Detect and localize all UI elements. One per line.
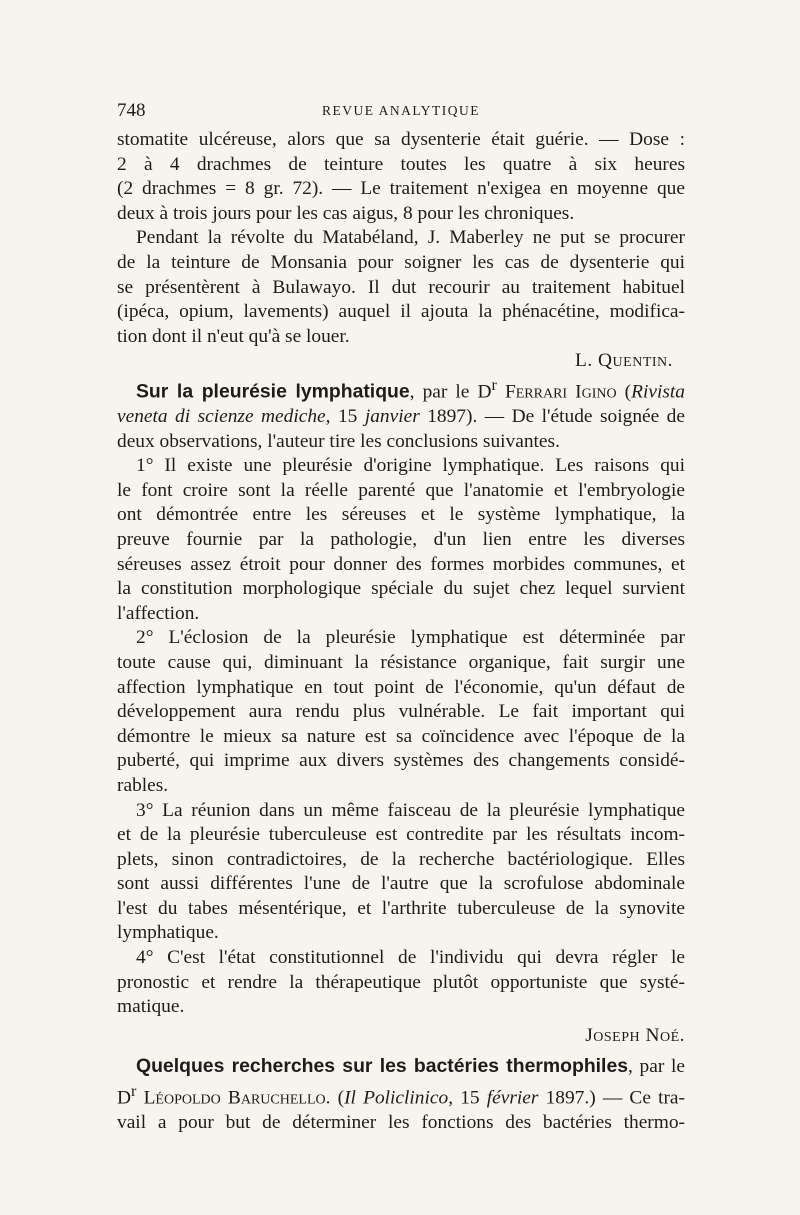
running-title: REVUE ANALYTIQUE [321,103,480,118]
text-line: Pendant la révolte du Matabéland, J. Maberley ne put se procurer [136,227,685,249]
text-line: $D^r$ Léopoldo Baruchello. (Il Policlinico, 15 février 1897.) — Ce tra- [117,1083,685,1109]
text-line: veneta di scienze mediche, 15 janvier 1897). — De l'étude soignée de [117,406,685,427]
journal-name: Rivista [631,381,685,403]
text-line: 3° La réunion dans un même faisceau de la pleurésie lymphatique [136,799,685,821]
page-number: 748 [117,100,146,121]
text-line: vail a pour but de déterminer les fonctions des bactéries thermo- [117,1112,685,1134]
text-line: puberté, qui imprime aux divers systèmes des changements considé- [117,750,685,772]
paragraph-continuation [117,128,685,226]
text-line: stomatite ulcéreuse, alors que sa dysenterie était guérie. — Dose : [117,129,685,150]
text-line: pronostic et rendre la thérapeutique plutôt opportuniste que systé- [117,971,685,993]
article-author: Léopoldo Baruchello [143,1087,326,1109]
text-line: l'affection. [117,602,200,624]
text-line: deux observations, l'auteur tire les conclusions suivantes. [117,430,560,452]
text-line: tion dont il n'eut qu'à se louer. [117,325,350,347]
signature-quentin: L. Quentin. [575,350,673,372]
text-line: rables. [117,774,169,796]
text-line: (2 drachmes = 8 gr. 72). — Le traitement n'exigea en moyenne que [117,178,685,200]
text-line: affection lymphatique en tout point de l'économie, qu'un défaut de [117,676,685,698]
point-4 [117,946,685,1020]
body-text [117,128,685,1136]
text-line: séreuses assez étroit pour donner des formes morbides communes, et [117,553,685,575]
text-line: matique. [117,996,185,1018]
text-line: ont démontrée entre les séreuses et le système lymphatique, la [117,504,685,526]
paragraph-matabeland [117,226,685,349]
text-line: toute cause qui, diminuant la résistance organique, fait surgir une [117,651,685,673]
article-title: Sur la pleurésie lymphatique [136,380,410,403]
text-line: preuve fournie par la pathologie, d'un lien entre les diverses [117,528,685,550]
point-2 [117,626,685,798]
page-header [117,100,685,126]
point-3 [117,799,685,947]
text-line: et de la pleurésie tuberculeuse est contredite par les résultats incom- [117,824,685,846]
article-heading-line: Quelques recherches sur les bactéries thermophiles, par le [136,1055,685,1078]
text-line: démontre le mieux sa nature est sa coïncidence avec l'époque de la [117,725,685,747]
text-line: 2° L'éclosion de la pleurésie lymphatique est déterminée par [136,627,685,649]
text-line: lymphatique. [117,922,219,944]
text-line: sont aussi différentes l'une de l'autre que la scrofulose abdominale [117,873,685,895]
article-heading-line: Sur la pleurésie lymphatique, par le $D^r$ Ferrari Igino (Rivista [136,376,685,403]
text-line: 2 à 4 drachmes de teinture toutes les quatre à six heures [117,153,685,175]
article-author: Ferrari Igino [504,381,617,403]
text-line: deux à trois jours pour les cas aigus, 8 pour les chroniques. [117,202,575,224]
text-line: 4° C'est l'état constitutionnel de l'individu qui devra régler le [136,947,685,969]
text-line: (ipéca, opium, lavements) auquel il ajouta la phénacétine, modifica- [117,301,685,323]
article-title: Quelques recherches sur les bactéries thermophiles [136,1055,629,1078]
signature-noe: Joseph Noé. [585,1024,685,1046]
article-bacteries [117,1054,685,1135]
text-line: la constitution morphologique spéciale du sujet chez lequel survient [117,578,685,600]
text-line: de la teinture de Monsania pour soigner les cas de dysenterie qui [117,251,685,273]
point-1 [117,454,685,626]
text-line: se présentèrent à Bulawayo. Il dut recourir au traitement habituel [117,276,685,298]
text-line: 1° Il existe une pleurésie d'origine lymphatique. Les raisons qui [136,455,685,477]
text-line: l'est du tabes mésentérique, et l'arthrite tuberculeuse de la synovite [117,897,685,919]
journal-name: Il Policlinico [344,1087,449,1109]
text-line: développement aura rendu plus vulnérable. Le fait important qui [117,701,685,723]
article-pleuresie [117,374,685,454]
text-line: le font croire sont la réelle parenté que l'anatomie et l'embryologie [117,479,685,501]
text-line: plets, sinon contradictoires, de la recherche bactériologique. Elles [117,848,685,870]
